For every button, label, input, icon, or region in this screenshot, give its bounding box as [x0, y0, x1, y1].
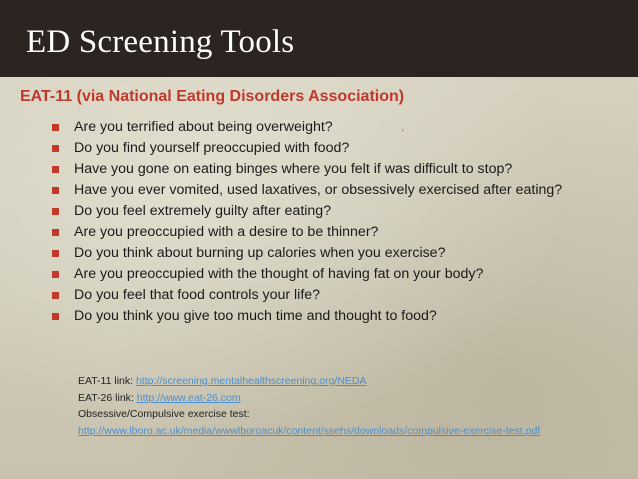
bullet-icon [52, 166, 59, 173]
bullet-icon [52, 292, 59, 299]
question-text: Do you think about burning up calories when you exercise? [74, 245, 446, 261]
question-text: Have you ever vomited, used laxatives, or obsessively exercised after eating? [74, 182, 563, 198]
question-text: Do you think you give too much time and thought to food? [74, 308, 437, 324]
question-item [52, 285, 612, 306]
question-item [52, 264, 612, 285]
question-list [52, 117, 612, 327]
links-block [78, 373, 608, 439]
slide-title: ED Screening Tools [26, 24, 295, 60]
ocd-line [78, 423, 608, 440]
eat11-label: EAT-11 link: [78, 375, 136, 387]
eat26-label: EAT-26 link: [78, 391, 137, 404]
bullet-icon [52, 229, 59, 236]
ocd-exercise-link[interactable]: http://www.lboro.ac.uk/media/wwwlboroacuk/content/ssehs/downloads/compulsive-exercise-test.pdf [78, 424, 541, 437]
eat26-line [78, 390, 608, 407]
question-item [52, 201, 612, 222]
bullet-icon [52, 124, 59, 131]
question-item [52, 306, 612, 327]
question-item [52, 159, 612, 180]
bullet-icon [52, 250, 59, 257]
eat11-link[interactable]: http://screening.mentalhealthscreening.org/NEDA [135, 375, 367, 387]
bullet-icon [52, 271, 59, 278]
question-text: Do you find yourself preoccupied with food? [74, 140, 350, 156]
question-item [52, 117, 612, 138]
bullet-icon [52, 187, 59, 194]
question-text: Are you preoccupied with a desire to be thinner? [74, 224, 379, 240]
ocd-label: Obsessive/Compulsive exercise test: [78, 408, 250, 420]
eat11-line [78, 373, 608, 390]
question-text: Are you preoccupied with the thought of having fat on your body? [74, 266, 484, 282]
decorative-dot: ' [402, 128, 404, 138]
bullet-icon [52, 145, 59, 152]
question-item [52, 243, 612, 264]
eat26-link[interactable]: http://www.eat-26.com [136, 391, 241, 404]
title-bar [0, 0, 638, 77]
question-text: Do you feel that food controls your life? [74, 287, 321, 303]
question-text: Do you feel extremely guilty after eating? [74, 203, 332, 219]
bullet-icon [52, 208, 59, 215]
question-text: Have you gone on eating binges where you felt if was difficult to stop? [74, 161, 513, 177]
question-item [52, 180, 612, 201]
slide-subtitle: EAT-11 (via National Eating Disorders Association) [20, 88, 405, 105]
question-item [52, 138, 612, 159]
question-text: Are you terrified about being overweight? [74, 119, 333, 135]
bullet-icon [52, 313, 59, 320]
question-item [52, 222, 612, 243]
